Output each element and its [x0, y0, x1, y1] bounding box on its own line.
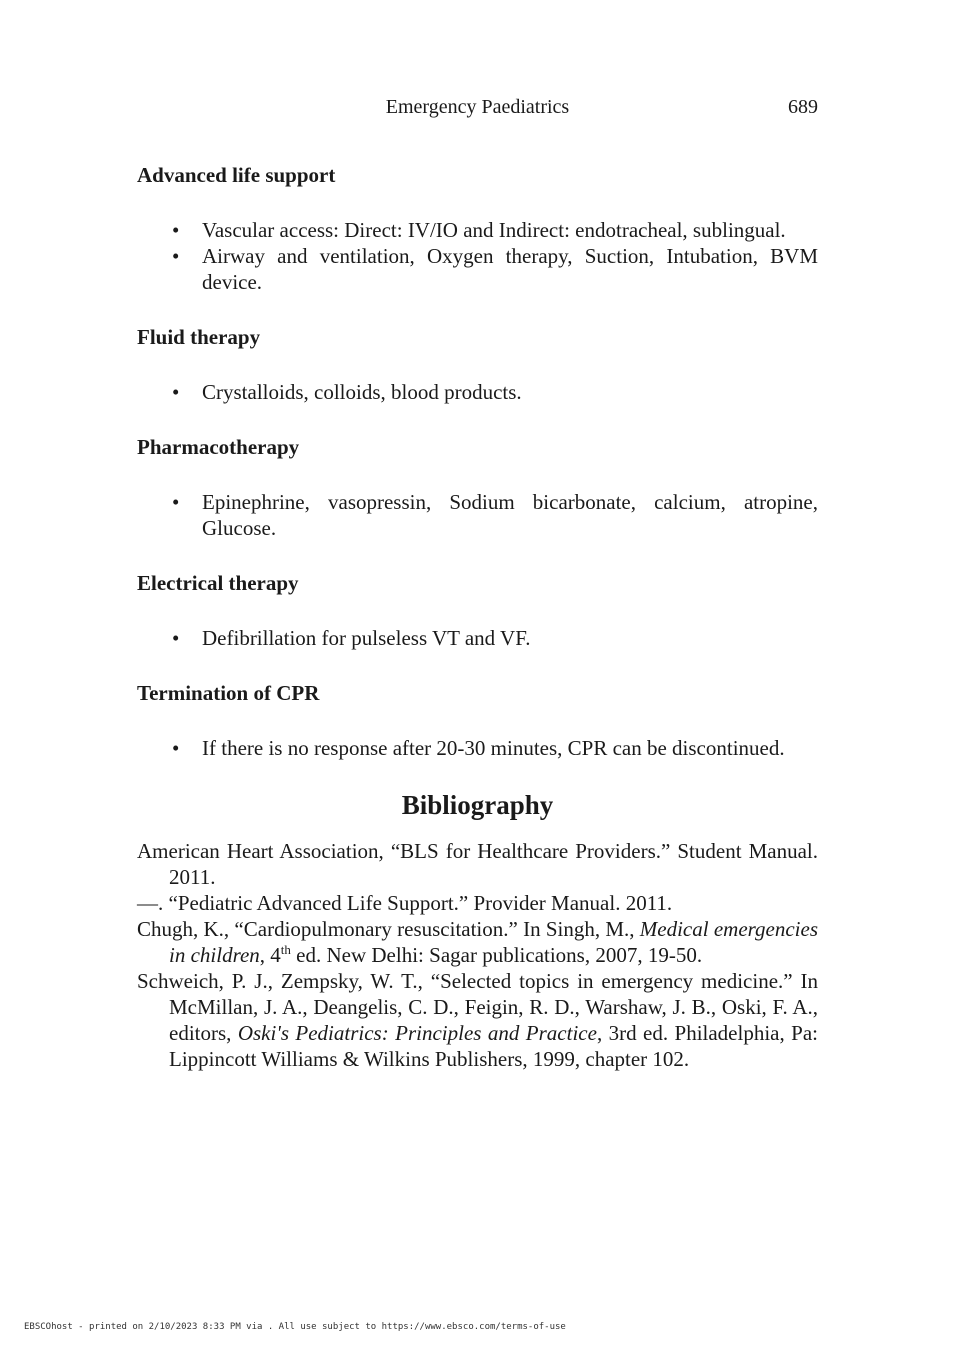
bullet-item: • If there is no response after 20-30 minutes, CPR can be discontinued. — [202, 735, 818, 761]
bullet-list — [137, 625, 818, 651]
bullet-item: • Vascular access: Direct: IV/IO and Indirect: endotracheal, sublingual. — [202, 217, 818, 243]
bibliography-entry — [137, 916, 818, 968]
reference-book-title: Oski's Pediatrics: Principles and Practice — [237, 1021, 597, 1045]
section-heading: Termination of CPR — [137, 681, 320, 705]
section-heading: Electrical therapy — [137, 571, 299, 595]
page-number: 689 — [788, 96, 818, 118]
section-advanced-life-support — [137, 160, 818, 295]
reference-text: —. “Pediatric Advanced Life Support.” Provider Manual. 2011. — [137, 891, 673, 915]
bibliography-title: Bibliography — [401, 790, 554, 820]
reference-text: ed. New Delhi: Sagar publications, 2007, 19-50. — [290, 943, 703, 967]
page-header — [137, 96, 818, 122]
section-heading: Advanced life support — [137, 163, 336, 187]
reference-text: American Heart Association, “BLS for Healthcare Providers.” Student Manual. 2011. — [137, 839, 818, 889]
bullet-item: • Defibrillation for pulseless VT and VF. — [202, 625, 818, 651]
section-fluid-therapy — [137, 322, 818, 405]
bullet-item: • Crystalloids, colloids, blood products. — [202, 379, 818, 405]
bullet-item: • Epinephrine, vasopressin, Sodium bicarbonate, calcium, atropine, Glucose. — [202, 489, 818, 541]
bullet-list — [137, 217, 818, 295]
section-heading: Pharmacotherapy — [137, 435, 300, 459]
reference-book-title: Medical emergencies in children — [169, 917, 819, 967]
bibliography-entry — [137, 968, 818, 1072]
section-electrical-therapy — [137, 568, 818, 651]
reference-text: Schweich, P. J., Zempsky, W. T., “Selected topics in emergency medicine.” In McMillan, J. A., Deangelis, C. D., Feigin, R. D., Warshaw, J. B., Oski, F. A., editors, — [137, 969, 818, 1045]
bibliography-entry — [137, 838, 818, 890]
section-heading: Fluid therapy — [137, 325, 261, 349]
bibliography-entry — [137, 890, 818, 916]
bibliography-list — [137, 838, 818, 1072]
reference-text: , 4 — [259, 943, 281, 967]
reference-text: , 3rd ed. Philadelphia, Pa: Lippincott Williams & Wilkins Publishers, 1999, chapter 102. — [169, 1021, 818, 1071]
section-pharmacotherapy — [137, 432, 818, 541]
bullet-list — [137, 379, 818, 405]
bullet-item: • Airway and ventilation, Oxygen therapy, Suction, Intubation, BVM device. — [202, 243, 818, 295]
running-title: Emergency Paediatrics — [385, 96, 570, 118]
section-termination-of-cpr — [137, 678, 818, 761]
bullet-list — [137, 735, 818, 761]
reference-text: Chugh, K., “Cardiopulmonary resuscitation.” In Singh, M., — [137, 917, 640, 941]
bullet-list — [137, 489, 818, 541]
ordinal-superscript: th — [280, 942, 291, 957]
page-content — [137, 160, 818, 1072]
print-footer: EBSCOhost - printed on 2/10/2023 8:33 PM via . All use subject to https://www.ebsco.com/terms-of-use — [24, 1322, 566, 1332]
